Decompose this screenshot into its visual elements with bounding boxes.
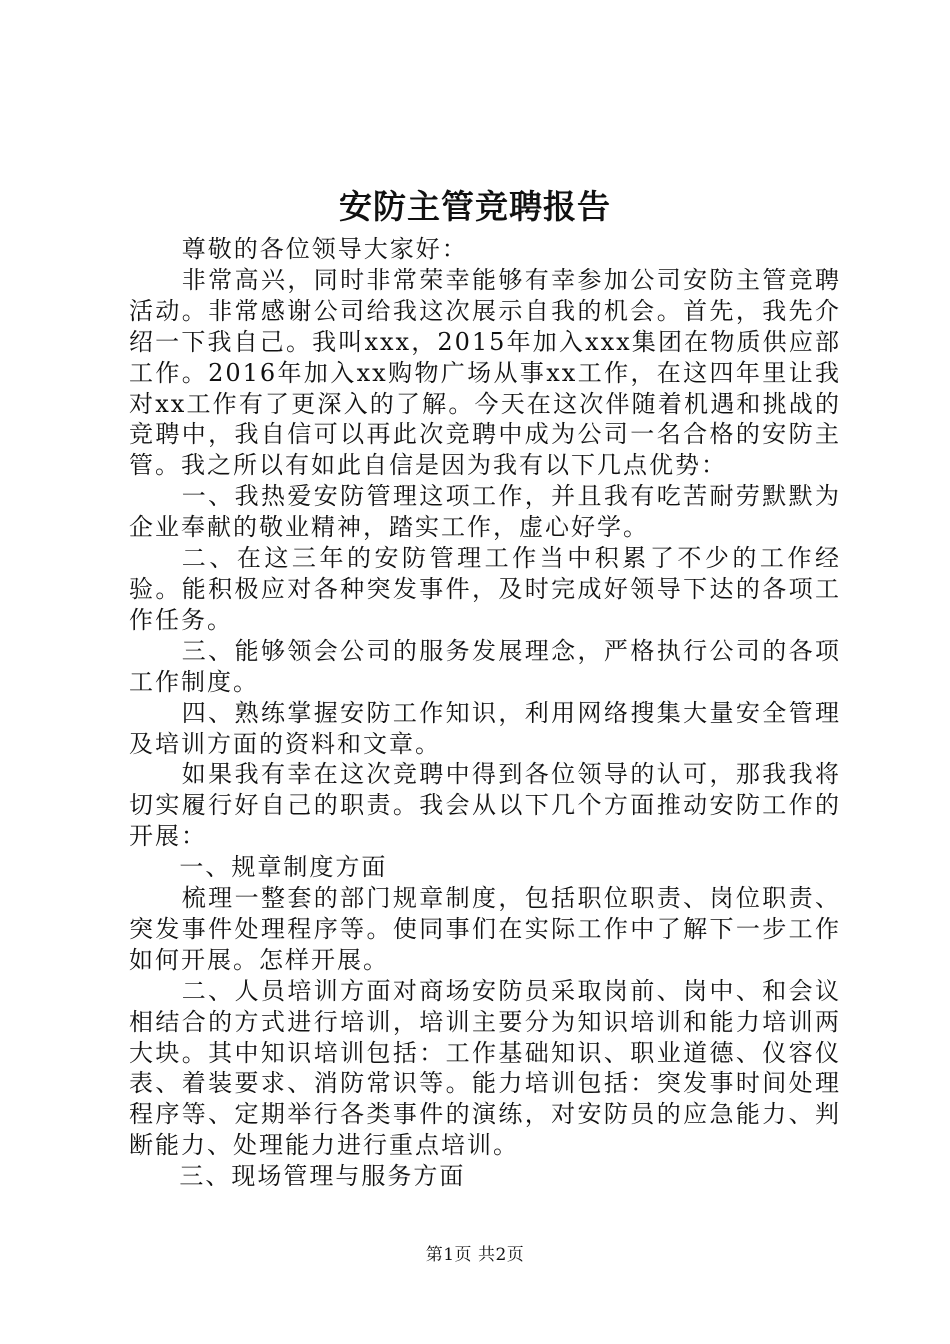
paragraph-greeting: 尊敬的各位领导大家好： xyxy=(181,235,468,263)
paragraph-advantage-4: 四、熟练掌握安防工作知识，利用网络搜集大量安全管理及培训方面的资料和文章。 xyxy=(129,698,841,758)
paragraph-rules: 梳理一整套的部门规章制度，包括职位职责、岗位职责、突发事件处理程序等。使同事们在实际工作中了解下一步工作如何开展。怎样开展。 xyxy=(129,884,841,974)
paragraph-advantage-2: 二、在这三年的安防管理工作当中积累了不少的工作经验。能积极应对各种突发事件，及时完成好领导下达的各项工作任务。 xyxy=(129,544,841,634)
document-body xyxy=(129,234,841,1192)
paragraph-advantage-3: 三、能够领会公司的服务发展理念，严格执行公司的各项工作制度。 xyxy=(129,636,841,696)
paragraph-plan-intro: 如果我有幸在这次竞聘中得到各位领导的认可，那我我将切实履行好自己的职责。我会从以下几个方面推动安防工作的开展： xyxy=(129,760,841,851)
paragraph-introduction: 非常高兴，同时非常荣幸能够有幸参加公司安防主管竞聘活动。非常感谢公司给我这次展示自我的机会。首先，我先介绍一下我自己。我叫xxx，2015年加入xxx集团在物质供应部工作。2016年加入xx购物广场从事xx工作，在这四年里让我对xx工作有了更深入的了解。今天在这次伴随着机遇和挑战的竞聘中，我自信可以再此次竞聘中成为公司一名合格的安防主管。我之所以有如此自信是因为我有以下几点优势： xyxy=(129,265,841,480)
paragraph-advantage-1: 一、我热爱安防管理这项工作，并且我有吃苦耐劳默默为企业奉献的敬业精神，踏实工作，虚心好学。 xyxy=(129,482,841,542)
heading-site-management: 三、现场管理与服务方面 xyxy=(179,1162,466,1191)
page-footer: 第1页 共2页 xyxy=(425,1245,525,1265)
document-title: 安防主管竞聘报告 xyxy=(339,187,611,226)
paragraph-training: 二、人员培训方面对商场安防员采取岗前、岗中、和会议相结合的方式进行培训，培训主要分为知识培训和能力培训两大块。其中知识培训包括：工作基础知识、职业道德、仪容仪表、着装要求、消防常识等。能力培训包括：突发事时间处理程序等、定期举行各类事件的演练，对安防员的应急能力、判断能力、处理能力进行重点培训。 xyxy=(129,976,841,1160)
heading-rules: 一、规章制度方面 xyxy=(179,853,388,882)
